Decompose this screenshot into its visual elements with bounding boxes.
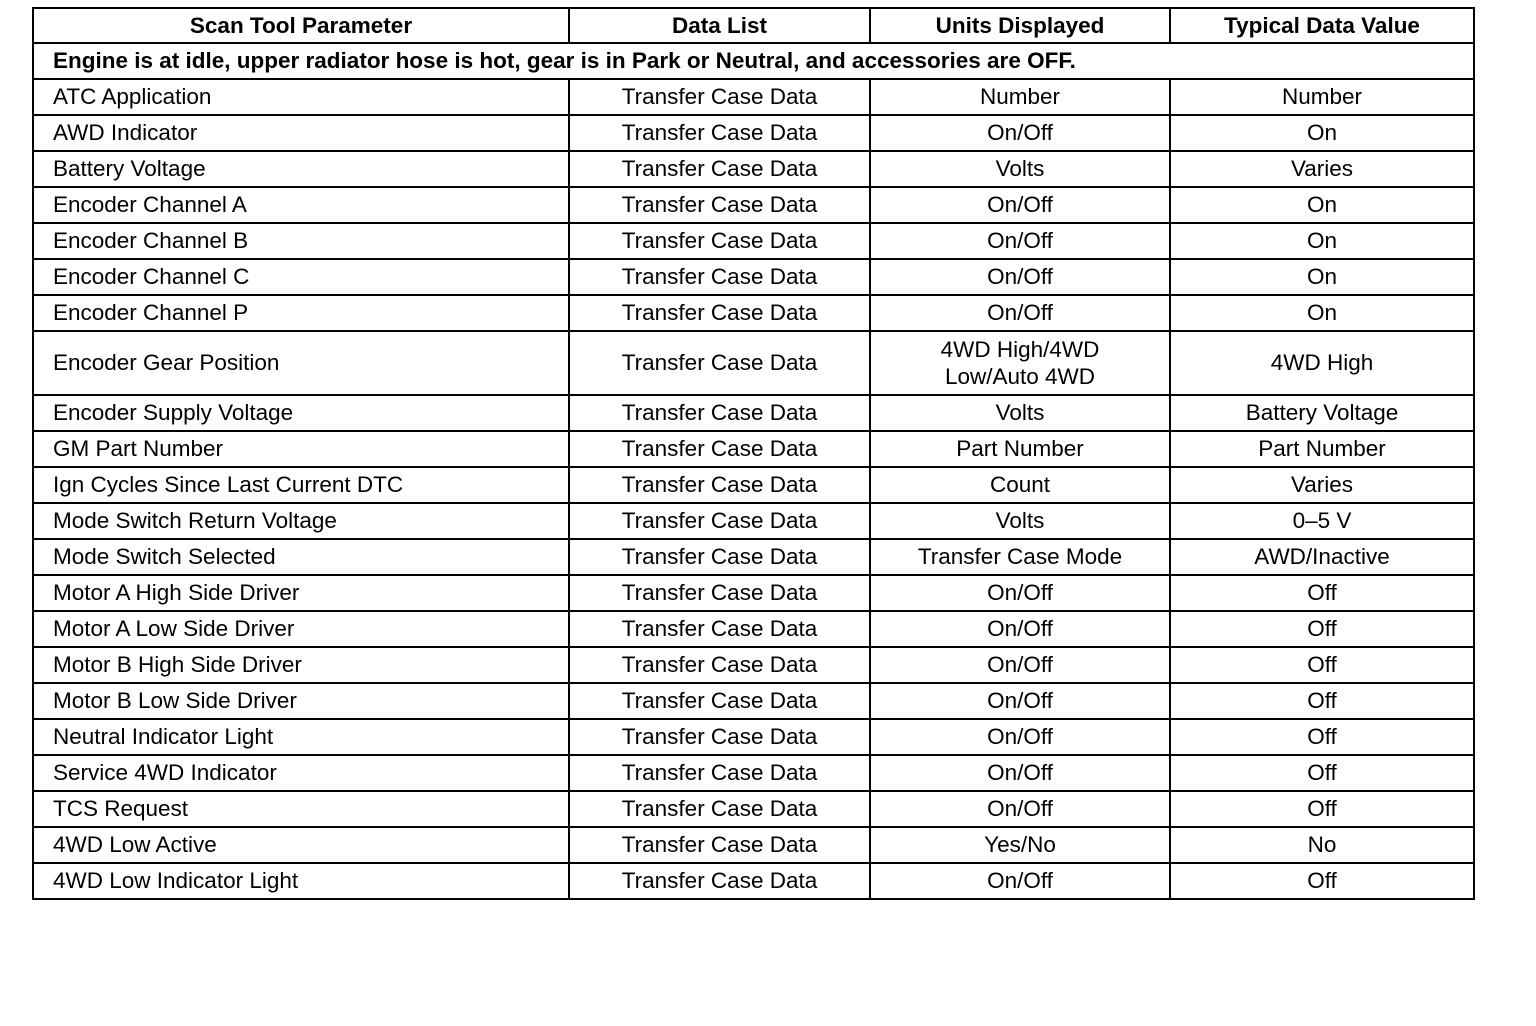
data-list-cell-text: Transfer Case Data xyxy=(621,724,818,749)
data-list-cell xyxy=(569,719,870,755)
data-list-cell xyxy=(569,295,870,331)
units-cell xyxy=(870,395,1170,431)
data-list-cell-text: Transfer Case Data xyxy=(621,688,818,713)
typical-value-cell-text: Off xyxy=(1307,760,1337,785)
table-row xyxy=(33,223,1474,259)
parameter-cell-text: TCS Request xyxy=(53,796,189,821)
typical-value-cell-text: Off xyxy=(1307,652,1337,677)
units-cell xyxy=(870,683,1170,719)
parameter-cell-text: Encoder Channel A xyxy=(53,192,247,217)
data-list-cell xyxy=(569,467,870,503)
parameter-cell-text: Encoder Channel B xyxy=(53,228,249,253)
typical-value-cell xyxy=(1170,539,1474,575)
typical-value-cell xyxy=(1170,187,1474,223)
parameter-cell xyxy=(33,395,569,431)
scan-tool-data-sheet xyxy=(32,7,1473,900)
parameter-cell xyxy=(33,719,569,755)
table-row xyxy=(33,115,1474,151)
parameter-cell xyxy=(33,611,569,647)
units-cell xyxy=(870,719,1170,755)
parameter-cell xyxy=(33,863,569,899)
typical-value-cell-text: Off xyxy=(1307,724,1337,749)
data-list-cell xyxy=(569,827,870,863)
units-cell-text: Count xyxy=(989,472,1051,497)
typical-value-cell-text: On xyxy=(1306,300,1337,325)
parameter-cell-text: Motor A High Side Driver xyxy=(53,580,300,605)
units-cell-text: Volts xyxy=(995,400,1045,425)
table-row xyxy=(33,503,1474,539)
typical-value-cell-text: Varies xyxy=(1290,156,1354,181)
data-list-cell-text: Transfer Case Data xyxy=(621,616,818,641)
data-list-cell-text: Transfer Case Data xyxy=(621,120,818,145)
table-row xyxy=(33,611,1474,647)
units-cell-text: On/Off xyxy=(987,868,1053,893)
parameter-cell xyxy=(33,79,569,115)
table-row xyxy=(33,395,1474,431)
data-list-cell xyxy=(569,611,870,647)
parameter-cell xyxy=(33,115,569,151)
units-cell-text: On/Off xyxy=(987,724,1053,749)
parameter-cell xyxy=(33,295,569,331)
table-row xyxy=(33,647,1474,683)
units-cell-text: Number xyxy=(979,84,1061,109)
parameter-cell-text: AWD Indicator xyxy=(53,120,198,145)
scan-tool-data-table xyxy=(32,7,1475,900)
typical-value-cell-text: On xyxy=(1306,192,1337,217)
table-row xyxy=(33,827,1474,863)
units-cell-text: On/Off xyxy=(987,300,1053,325)
units-cell-text: On/Off xyxy=(987,796,1053,821)
parameter-cell-text: Motor A Low Side Driver xyxy=(53,616,295,641)
parameter-cell-text: Encoder Supply Voltage xyxy=(53,400,294,425)
units-cell xyxy=(870,295,1170,331)
parameter-cell xyxy=(33,575,569,611)
header-row xyxy=(33,8,1474,43)
table-row xyxy=(33,331,1474,395)
parameter-cell-text: 4WD Low Active xyxy=(53,832,217,857)
table-row xyxy=(33,539,1474,575)
units-cell-text: On/Off xyxy=(987,688,1053,713)
table-row xyxy=(33,467,1474,503)
typical-value-cell xyxy=(1170,259,1474,295)
data-list-cell xyxy=(569,791,870,827)
parameter-cell-text: Mode Switch Return Voltage xyxy=(53,508,337,533)
data-list-cell xyxy=(569,223,870,259)
parameter-cell xyxy=(33,187,569,223)
typical-value-cell xyxy=(1170,331,1474,395)
parameter-cell xyxy=(33,431,569,467)
units-cell xyxy=(870,79,1170,115)
parameter-cell xyxy=(33,331,569,395)
data-list-cell xyxy=(569,259,870,295)
data-list-cell-text: Transfer Case Data xyxy=(621,544,818,569)
parameter-cell-text: Encoder Gear Position xyxy=(53,350,280,375)
parameter-cell-text: Motor B High Side Driver xyxy=(53,652,302,677)
parameter-cell xyxy=(33,223,569,259)
units-cell xyxy=(870,151,1170,187)
typical-value-cell-text: Off xyxy=(1307,616,1337,641)
parameter-cell xyxy=(33,647,569,683)
data-list-cell-text: Transfer Case Data xyxy=(621,350,818,375)
units-cell xyxy=(870,863,1170,899)
typical-value-cell-text: Off xyxy=(1307,688,1337,713)
units-cell xyxy=(870,331,1170,395)
typical-value-cell xyxy=(1170,683,1474,719)
header-units-displayed: Units Displayed xyxy=(870,8,1170,43)
data-list-cell-text: Transfer Case Data xyxy=(621,300,818,325)
data-list-cell xyxy=(569,683,870,719)
table-row xyxy=(33,431,1474,467)
table-row xyxy=(33,575,1474,611)
typical-value-cell xyxy=(1170,647,1474,683)
parameter-cell xyxy=(33,791,569,827)
header-typical-data-value: Typical Data Value xyxy=(1170,8,1474,43)
typical-value-cell-text: 0–5 V xyxy=(1292,508,1352,533)
typical-value-cell-text: On xyxy=(1306,120,1337,145)
parameter-cell-text: Neutral Indicator Light xyxy=(53,724,274,749)
typical-value-cell xyxy=(1170,467,1474,503)
table-row xyxy=(33,259,1474,295)
units-cell xyxy=(870,259,1170,295)
data-list-cell-text: Transfer Case Data xyxy=(621,472,818,497)
typical-value-cell-text: Off xyxy=(1307,580,1337,605)
units-cell xyxy=(870,503,1170,539)
data-list-cell xyxy=(569,863,870,899)
typical-value-cell-text: Part Number xyxy=(1258,436,1386,461)
data-list-cell-text: Transfer Case Data xyxy=(621,84,818,109)
data-list-cell xyxy=(569,79,870,115)
parameter-cell xyxy=(33,683,569,719)
data-list-cell xyxy=(569,115,870,151)
parameter-cell xyxy=(33,151,569,187)
units-cell-text: 4WD High/4WD Low/Auto 4WD xyxy=(940,337,1100,389)
units-cell xyxy=(870,575,1170,611)
data-list-cell xyxy=(569,503,870,539)
typical-value-cell xyxy=(1170,863,1474,899)
data-list-cell-text: Transfer Case Data xyxy=(621,192,818,217)
parameter-cell-text: Service 4WD Indicator xyxy=(53,760,277,785)
units-cell xyxy=(870,647,1170,683)
parameter-cell xyxy=(33,467,569,503)
data-list-cell-text: Transfer Case Data xyxy=(621,400,818,425)
table-row xyxy=(33,791,1474,827)
data-list-cell-text: Transfer Case Data xyxy=(621,760,818,785)
typical-value-cell xyxy=(1170,755,1474,791)
typical-value-cell xyxy=(1170,611,1474,647)
table-row xyxy=(33,79,1474,115)
parameter-cell xyxy=(33,755,569,791)
data-list-cell-text: Transfer Case Data xyxy=(621,508,818,533)
units-cell xyxy=(870,467,1170,503)
data-list-cell xyxy=(569,151,870,187)
typical-value-cell xyxy=(1170,395,1474,431)
units-cell-text: Volts xyxy=(995,508,1045,533)
data-list-cell-text: Transfer Case Data xyxy=(621,832,818,857)
table-row xyxy=(33,755,1474,791)
typical-value-cell xyxy=(1170,223,1474,259)
typical-value-cell-text: 4WD High xyxy=(1270,350,1374,375)
typical-value-cell-text: Battery Voltage xyxy=(1245,400,1399,425)
table-row xyxy=(33,863,1474,899)
units-cell xyxy=(870,827,1170,863)
data-list-cell xyxy=(569,187,870,223)
typical-value-cell xyxy=(1170,503,1474,539)
data-list-cell-text: Transfer Case Data xyxy=(621,652,818,677)
units-cell-text: Transfer Case Mode xyxy=(917,544,1123,569)
parameter-cell xyxy=(33,503,569,539)
units-cell xyxy=(870,115,1170,151)
parameter-cell-text: Battery Voltage xyxy=(53,156,206,181)
typical-value-cell xyxy=(1170,431,1474,467)
data-list-cell xyxy=(569,431,870,467)
data-list-cell xyxy=(569,331,870,395)
typical-value-cell xyxy=(1170,295,1474,331)
parameter-cell-text: 4WD Low Indicator Light xyxy=(53,868,299,893)
table-row xyxy=(33,187,1474,223)
parameter-cell xyxy=(33,539,569,575)
table-body xyxy=(33,43,1474,899)
typical-value-cell-text: No xyxy=(1307,832,1337,857)
typical-value-cell-text: Varies xyxy=(1290,472,1354,497)
units-cell xyxy=(870,187,1170,223)
typical-value-cell xyxy=(1170,791,1474,827)
typical-value-cell-text: Off xyxy=(1307,796,1337,821)
data-list-cell xyxy=(569,395,870,431)
units-cell xyxy=(870,611,1170,647)
units-cell xyxy=(870,755,1170,791)
typical-value-cell-text: Off xyxy=(1307,868,1337,893)
units-cell-text: On/Off xyxy=(987,652,1053,677)
units-cell-text: On/Off xyxy=(987,228,1053,253)
units-cell-text: Yes/No xyxy=(984,832,1056,857)
data-list-cell-text: Transfer Case Data xyxy=(621,796,818,821)
parameter-cell xyxy=(33,259,569,295)
header-scan-tool-parameter: Scan Tool Parameter xyxy=(33,8,569,43)
data-list-cell-text: Transfer Case Data xyxy=(621,264,818,289)
data-list-cell xyxy=(569,755,870,791)
units-cell xyxy=(870,431,1170,467)
typical-value-cell xyxy=(1170,151,1474,187)
parameter-cell-text: Ign Cycles Since Last Current DTC xyxy=(53,472,404,497)
units-cell-text: On/Off xyxy=(987,264,1053,289)
data-list-cell-text: Transfer Case Data xyxy=(621,868,818,893)
typical-value-cell xyxy=(1170,719,1474,755)
typical-value-cell xyxy=(1170,827,1474,863)
data-list-cell xyxy=(569,539,870,575)
typical-value-cell-text: Number xyxy=(1281,84,1363,109)
data-list-cell-text: Transfer Case Data xyxy=(621,436,818,461)
units-cell xyxy=(870,791,1170,827)
data-list-cell xyxy=(569,575,870,611)
units-cell-text: Part Number xyxy=(956,436,1084,461)
table-row xyxy=(33,151,1474,187)
data-list-cell-text: Transfer Case Data xyxy=(621,580,818,605)
units-cell-text: On/Off xyxy=(987,760,1053,785)
parameter-cell xyxy=(33,827,569,863)
typical-value-cell xyxy=(1170,79,1474,115)
parameter-cell-text: Encoder Channel P xyxy=(53,300,249,325)
table-row xyxy=(33,719,1474,755)
units-cell-text: On/Off xyxy=(987,120,1053,145)
parameter-cell-text: ATC Application xyxy=(53,84,212,109)
typical-value-cell xyxy=(1170,115,1474,151)
condition-row xyxy=(33,43,1474,79)
parameter-cell-text: GM Part Number xyxy=(53,436,224,461)
units-cell-text: On/Off xyxy=(987,616,1053,641)
typical-value-cell-text: On xyxy=(1306,264,1337,289)
data-list-cell xyxy=(569,647,870,683)
units-cell-text: On/Off xyxy=(987,580,1053,605)
parameter-cell-text: Mode Switch Selected xyxy=(53,544,276,569)
table-row xyxy=(33,683,1474,719)
data-list-cell-text: Transfer Case Data xyxy=(621,228,818,253)
units-cell-text: Volts xyxy=(995,156,1045,181)
parameter-cell-text: Motor B Low Side Driver xyxy=(53,688,297,713)
table-row xyxy=(33,295,1474,331)
units-cell xyxy=(870,539,1170,575)
condition-note: Engine is at idle, upper radiator hose is hot, gear is in Park or Neutral, and accessories are OFF. xyxy=(33,43,1474,79)
typical-value-cell xyxy=(1170,575,1474,611)
data-list-cell-text: Transfer Case Data xyxy=(621,156,818,181)
parameter-cell-text: Encoder Channel C xyxy=(53,264,250,289)
header-data-list: Data List xyxy=(569,8,870,43)
typical-value-cell-text: On xyxy=(1306,228,1337,253)
units-cell-text: On/Off xyxy=(987,192,1053,217)
typical-value-cell-text: AWD/Inactive xyxy=(1254,544,1390,569)
units-cell xyxy=(870,223,1170,259)
